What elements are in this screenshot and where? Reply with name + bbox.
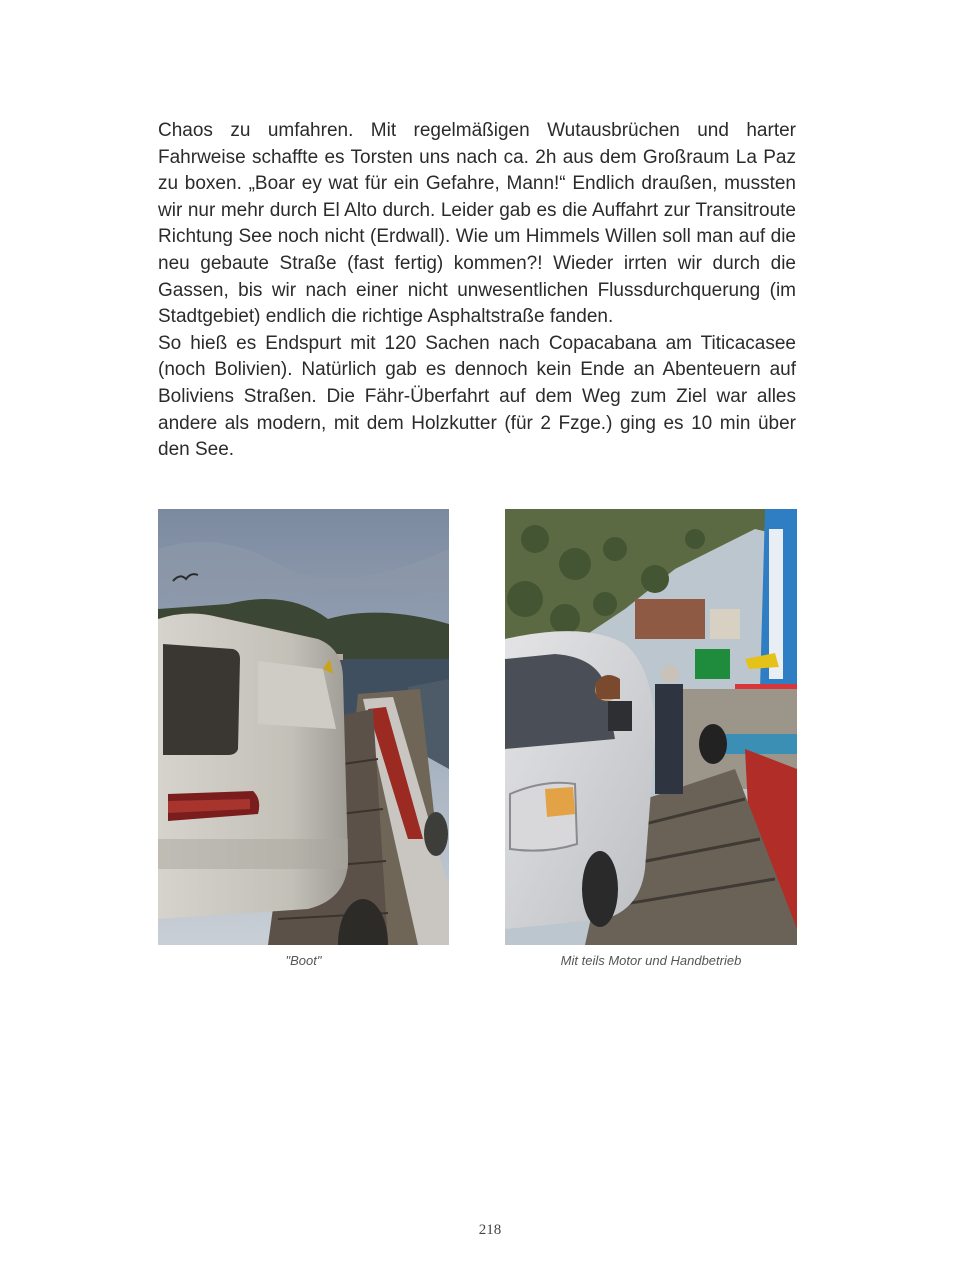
caption-boot: "Boot" (285, 953, 322, 968)
body-text (158, 118, 796, 464)
page-number: 218 (478, 1222, 502, 1238)
photo-ferry-boat (158, 509, 449, 945)
paragraph-2: So hieß es Endspurt mit 120 Sachen nach Copacabana am Titicacasee (noch Bolivien). Natürlich gab es dennoch kein Ende an Abenteuern auf Boliviens Straßen. Die Fähr-Überfahrt auf dem Weg zum Ziel war alles andere als modern, mit dem Holzkutter (für 2 Fzge.) ging es 10 min über den See. (158, 332, 796, 461)
caption-motor: Mit teils Motor und Handbetrieb (560, 953, 742, 968)
photo-ferry-van (505, 509, 797, 945)
paragraph-1: Chaos zu umfahren. Mit regelmäßigen Wutausbrüchen und harter Fahrweise schaffte es Torsten uns nach ca. 2h aus dem Großraum La Paz zu boxen. „Boar ey wat für ein Gefahre, Mann!“ Endlich draußen, mussten wir nur mehr durch El Alto durch. Leider gab es die Auffahrt zur Transitroute Richtung See noch nicht (Erdwall). Wie um Himmels Willen soll man auf die neu gebaute Straße (fast fertig) kommen?! Wieder irrten wir durch die Gassen, bis wir nach einer nicht unwesentlichen Flussdurchquerung (im Stadtgebiet) endlich die richtige Asphaltstraße fanden. (158, 120, 796, 328)
